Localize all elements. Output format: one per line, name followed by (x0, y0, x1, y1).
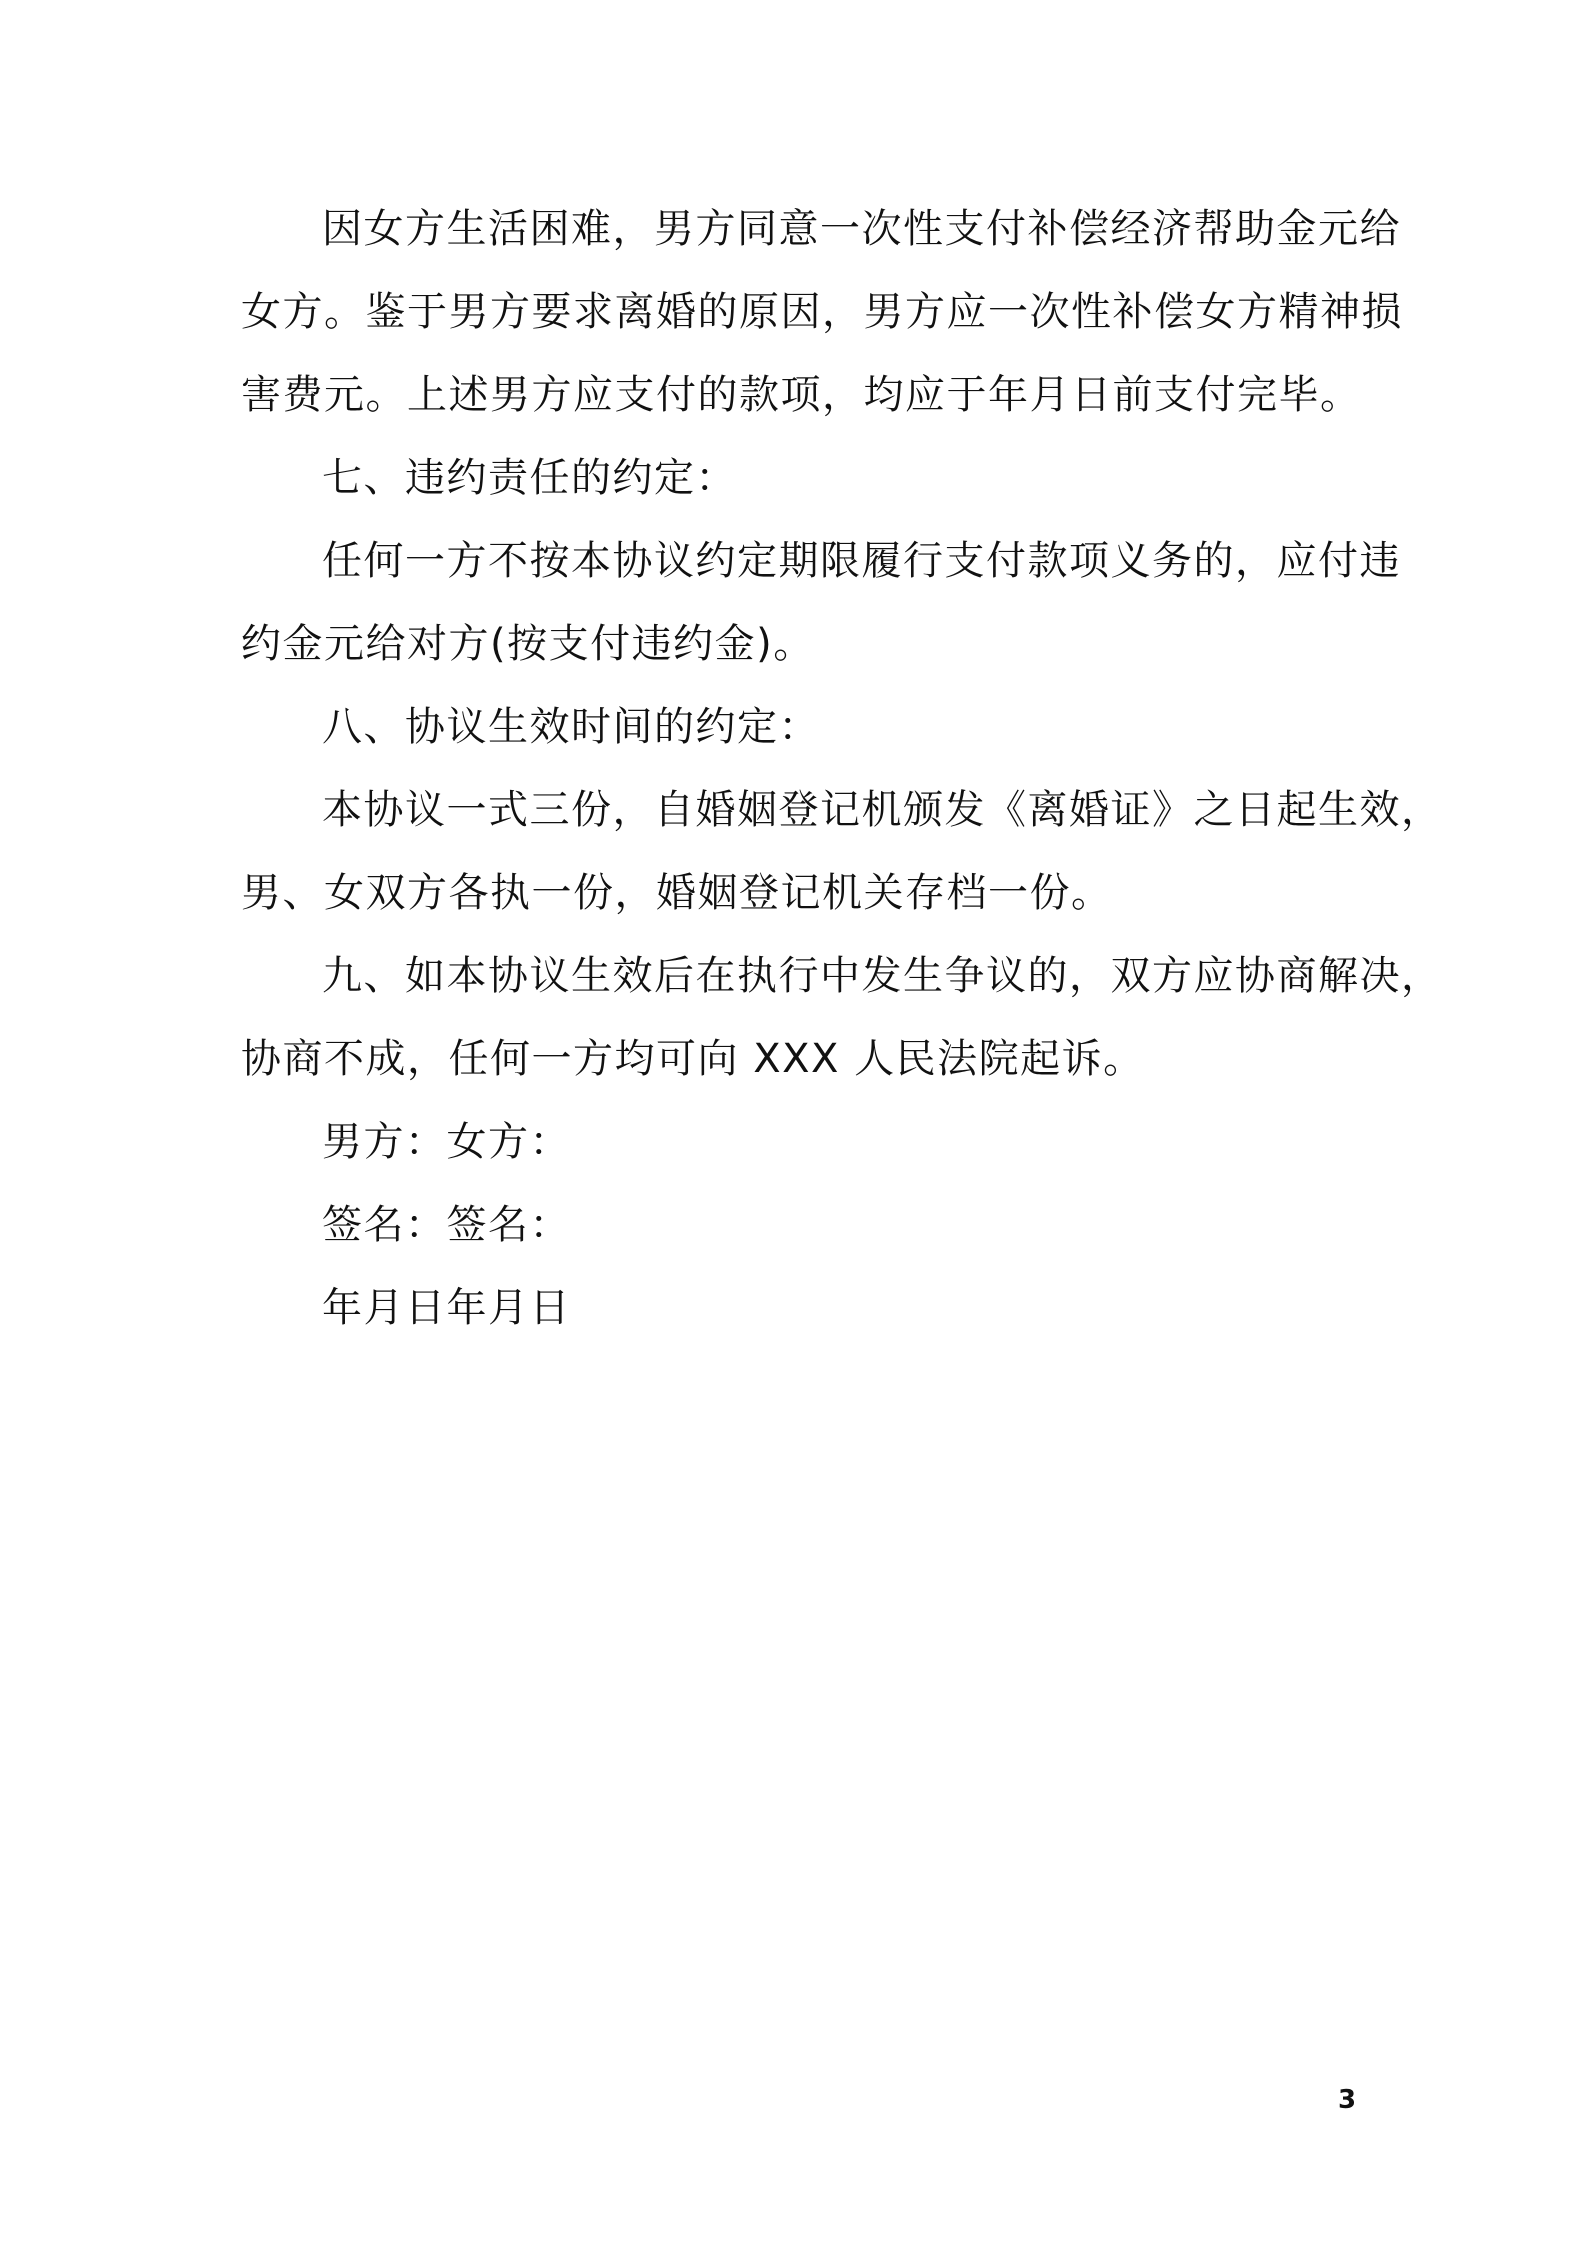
paragraph-line: 男、女双方各执一份，婚姻登记机关存档一份。 (241, 870, 1113, 916)
section-heading-violation: 七、违约责任的约定： (322, 455, 737, 501)
section-heading-effective-time: 八、协议生效时间的约定： (322, 704, 820, 750)
paragraph-line: 女方。鉴于男方要求离婚的原因，男方应一次性补偿女方精神损 (241, 289, 1403, 335)
paragraph-line: 本协议一式三份，自婚姻登记机颁发《离婚证》之日起生效， (322, 787, 1443, 833)
section-heading-dispute: 九、如本协议生效后在执行中发生争议的，双方应协商解决， (322, 953, 1443, 999)
paragraph-line: 任何一方不按本协议约定期限履行支付款项义务的，应付违 (322, 538, 1401, 584)
paragraph-line: 协商不成，任何一方均可向 XXX 人民法院起诉。 (241, 1036, 1145, 1082)
paragraph-line: 因女方生活困难，男方同意一次性支付补偿经济帮助金元给 (322, 206, 1401, 252)
signature-labels: 签名：签名： (322, 1202, 571, 1248)
page-number: 3 (1338, 2085, 1357, 2115)
party-labels: 男方：女方： (322, 1119, 571, 1165)
paragraph-line: 害费元。上述男方应支付的款项，均应于年月日前支付完毕。 (241, 372, 1362, 418)
date-labels: 年月日年月日 (322, 1285, 571, 1331)
paragraph-line: 约金元给对方(按支付违约金)。 (241, 621, 815, 667)
